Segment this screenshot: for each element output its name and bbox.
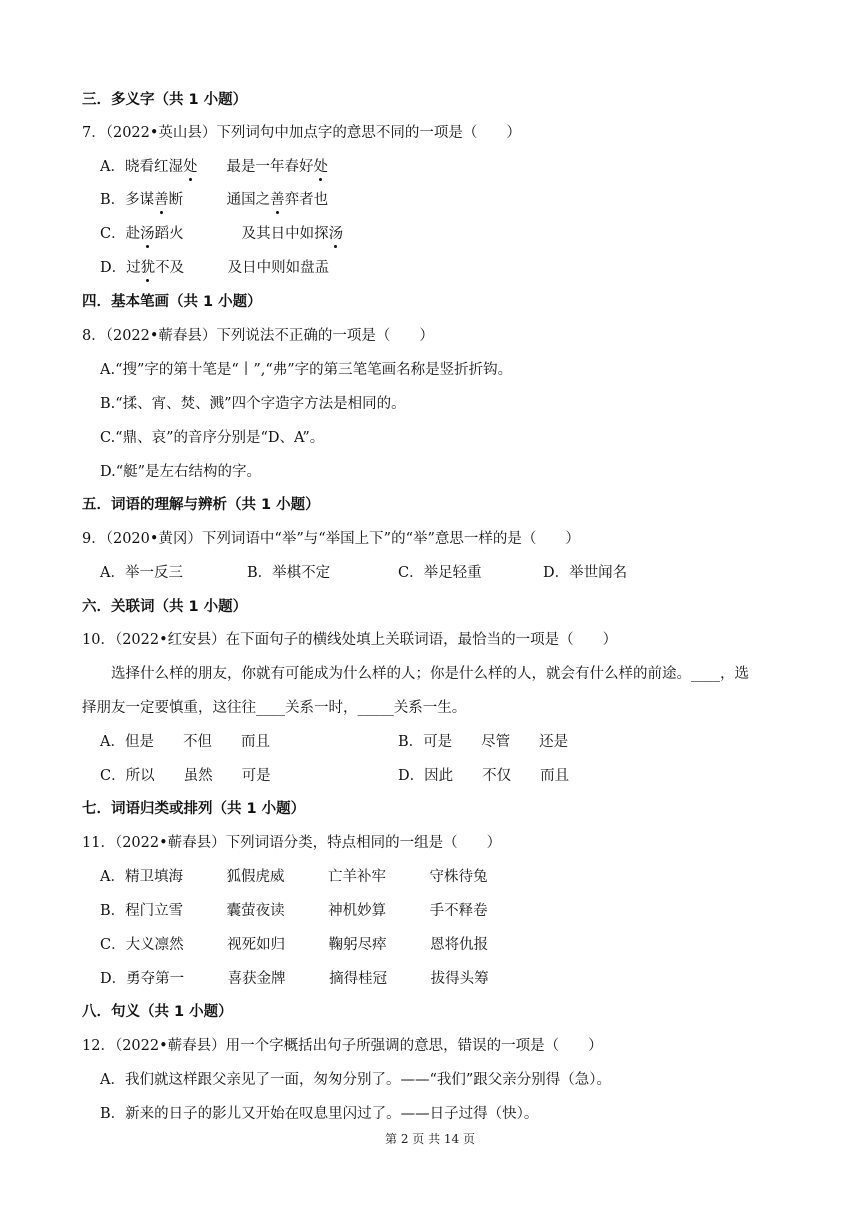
question-11-option-c: C．大义凛然 视死如归 鞠躬尽瘁 恩将仇报 [100,937,489,953]
question-9-option-c: C．举足轻重 [398,565,482,581]
question-11-option-b: B．程门立雪 囊萤夜读 神机妙算 手不释卷 [100,903,488,919]
section-heading-7: 七．词语归类或排列（共 1 小题） [82,801,306,817]
section-heading-5: 五．词语的理解与辨析（共 1 小题） [82,497,320,513]
section-heading-3: 三．多义字（共 1 小题） [82,92,248,108]
question-9-option-d: D．举世闻名 [543,565,628,581]
question-8-option-c: C.“鼎、哀”的音序分别是“D、A”。 [100,430,325,446]
question-10-option-a: A．但是 不但 而且 [100,734,270,750]
question-7-option-c: C．赴汤蹈火 及其日中如探汤 [100,226,344,242]
page-footer: 第 2 页 共 14 页 [385,1132,475,1146]
question-7-stem: 7．（2022•英山县）下列词句中加点字的意思不同的一项是（ ） [82,125,521,141]
question-10-stem: 10．（2022•红安县）在下面句子的横线处填上关联词语，最恰当的一项是（ ） [82,632,618,648]
question-10-passage-line-2: 择朋友一定要慎重，这往往____关系一时，_____关系一生。 [82,700,467,716]
question-10-option-c: C．所以 虽然 可是 [100,768,271,784]
question-11-stem: 11．（2022•蕲春县）下列词语分类，特点相同的一组是（ ） [82,835,502,851]
section-heading-4: 四．基本笔画（共 1 小题） [82,294,262,310]
question-12-option-a: A．我们就这样跟父亲见了一面，匆匆分别了。——“我们”跟父亲分别得（急）。 [100,1072,612,1088]
question-7-option-d: D．过犹不及 及日中则如盘盂 [100,260,330,276]
question-12-stem: 12．（2022•蕲春县）用一个字概括出句子所强调的意思，错误的一项是（ ） [82,1038,603,1054]
question-8-stem: 8．（2022•蕲春县）下列说法不正确的一项是（ ） [82,328,434,344]
question-7-option-a: A．晓看红湿处 最是一年春好处 [100,159,328,175]
question-8-option-d: D.“艇”是左右结构的字。 [100,464,262,480]
section-heading-6: 六．关联词（共 1 小题） [82,599,248,615]
question-9-option-b: B．举棋不定 [247,565,331,581]
question-11-option-d: D．勇夺第一 喜获金牌 摘得桂冠 拔得头筹 [100,971,489,987]
question-7-option-b: B．多谋善断 通国之善弈者也 [100,192,329,208]
question-9-stem: 9．（2020•黄冈）下列词语中“举”与“举国上下”的“举”意思一样的是（ ） [82,531,580,547]
question-10-option-b: B．可是 尽管 还是 [398,734,569,750]
question-10-passage-line-1: 选择什么样的朋友，你就有可能成为什么样的人；你是什么样的人，就会有什么样的前途。____，选 [82,666,749,682]
question-8-option-a: A.“搜”字的第十笔是“丨”,“弗”字的第三笔笔画名称是竖折折钩。 [100,362,513,378]
question-12-option-b: B．新来的日子的影儿又开始在叹息里闪过了。——日子过得（快）。 [100,1106,539,1122]
question-9-option-a: A．举一反三 [100,565,183,581]
question-8-option-b: B.“揉、宵、焚、溅”四个字造字方法是相同的。 [100,396,406,412]
question-10-option-d: D．因此 不仅 而且 [398,768,570,784]
section-heading-8: 八．句义（共 1 小题） [82,1004,233,1020]
question-11-option-a: A．精卫填海 狐假虎威 亡羊补牢 守株待兔 [100,869,488,885]
